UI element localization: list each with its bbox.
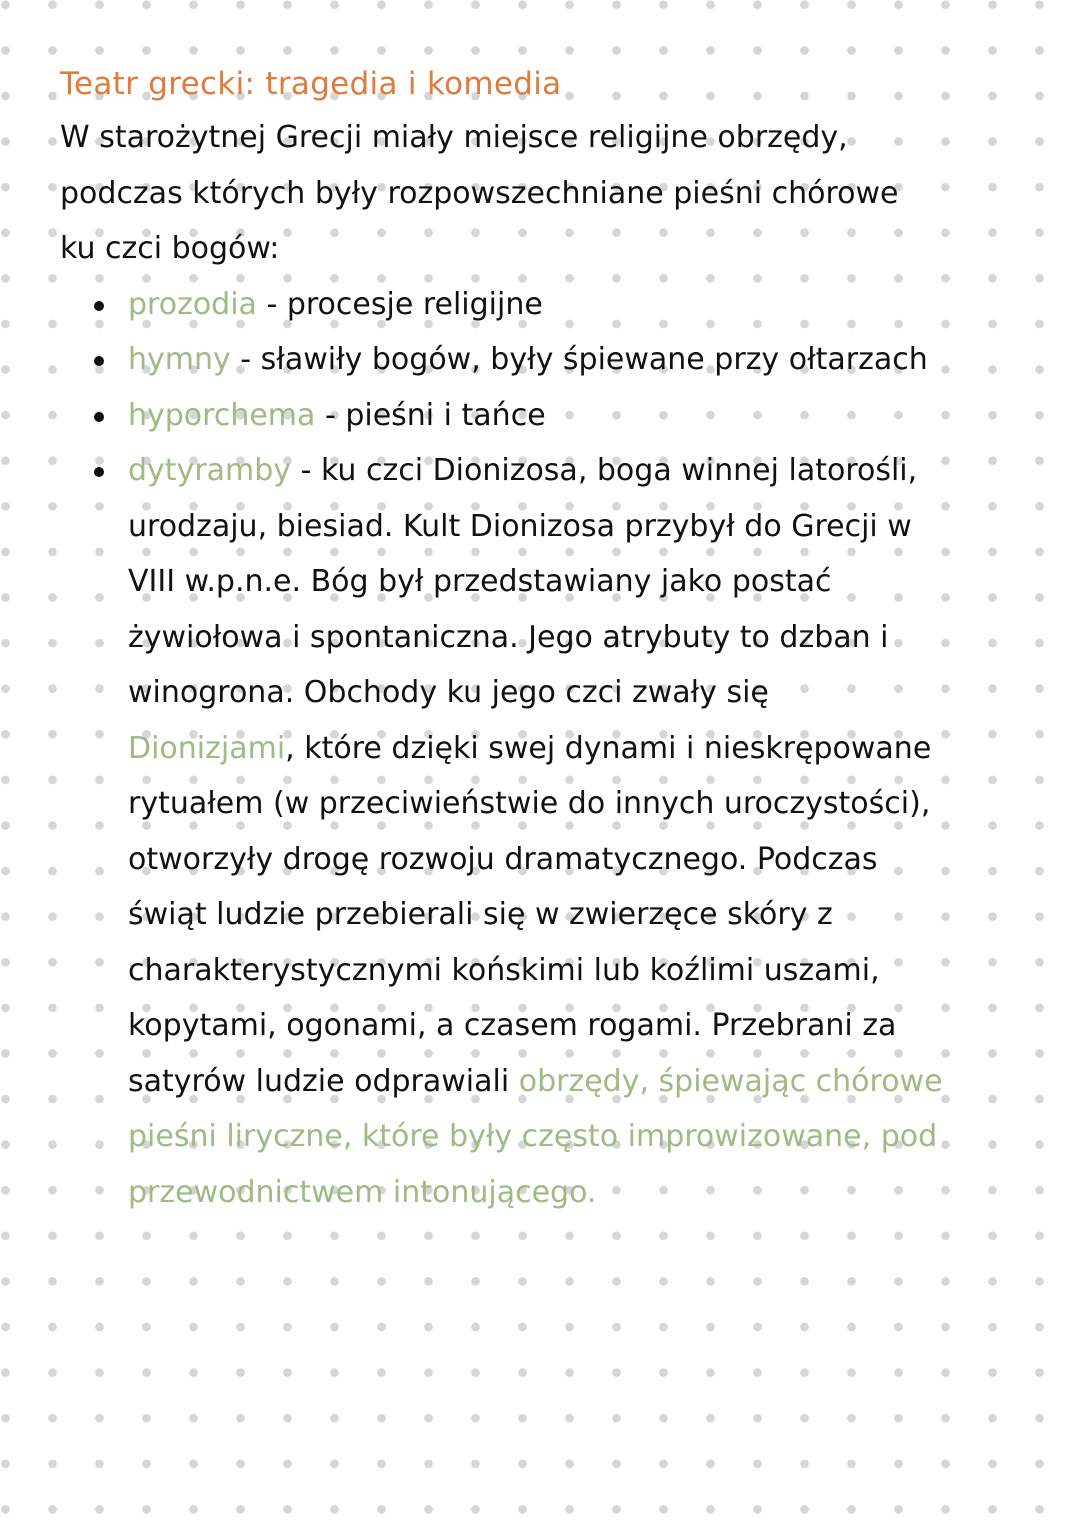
body-text: satyrów ludzie odprawiali — [128, 1063, 519, 1099]
highlighted-text: obrzędy, śpiewając chórowe — [518, 1063, 943, 1099]
term-hymny: hymny — [128, 342, 231, 377]
body-line: urodzaju, biesiad. Kult Dionizosa przybył do Grecji w — [128, 508, 912, 544]
term-hyporchema: hyporchema — [128, 397, 316, 433]
highlighted-line: pieśni liryczne, które były często improwizowane, pod — [128, 1119, 938, 1154]
body-text: , które dzięki swej dynami i nieskrępowane — [285, 730, 932, 766]
list-item-hyporchema — [128, 388, 1050, 444]
body-line: charakterystycznymi końskimi lub koźlimi uszami, — [128, 952, 880, 988]
body-line: VIII w.p.n.e. Bóg był przedstawiany jako postać — [128, 564, 832, 599]
body-line: świąt ludzie przebierali się w zwierzęce skóry z — [128, 897, 833, 932]
intro-line: podczas których były rozpowszechniane pieśni chórowe — [60, 175, 899, 211]
term-dionizje: Dionizjami — [128, 730, 286, 766]
intro-line: W starożytnej Grecji miały miejsce religijne obrzędy, — [60, 120, 848, 155]
bullet-icon — [94, 467, 104, 477]
list-item-prozodia — [128, 277, 1050, 333]
definition: - sławiły bogów, były śpiewane przy ołtarzach — [230, 342, 928, 377]
body-line: otworzyły drogę rozwoju dramatycznego. Podczas — [128, 841, 878, 877]
body-line: kopytami, ogonami, a czasem rogami. Przebrani za — [128, 1008, 897, 1043]
highlighted-line: przewodnictwem intonującego. — [128, 1174, 597, 1210]
list-item-hymny — [128, 332, 1050, 388]
page-title: Teatr grecki: tragedia i komedia — [60, 66, 562, 102]
list-item-dytyramby — [128, 443, 1050, 1220]
body-line: winogrona. Obchody ku jego czci zwały się — [128, 675, 769, 710]
song-types-list — [60, 277, 1050, 1221]
note-page — [60, 58, 1050, 1220]
term-dytyramby: dytyramby — [128, 453, 292, 488]
term-prozodia: prozodia — [128, 286, 257, 322]
body-line: rytuałem (w przeciwieństwie do innych uroczystości), — [128, 786, 931, 821]
bullet-icon — [94, 412, 104, 422]
definition: - pieśni i tańce — [315, 397, 546, 433]
bullet-icon — [94, 301, 104, 311]
intro-line: ku czci bogów: — [60, 231, 280, 266]
body-line: żywiołowa i spontaniczna. Jego atrybuty to dzban i — [128, 619, 889, 655]
definition: - procesje religijne — [256, 286, 543, 322]
definition: - ku czci Dionizosa, boga winnej latorośli, — [291, 453, 918, 488]
intro-paragraph — [60, 110, 1050, 277]
bullet-icon — [94, 356, 104, 366]
